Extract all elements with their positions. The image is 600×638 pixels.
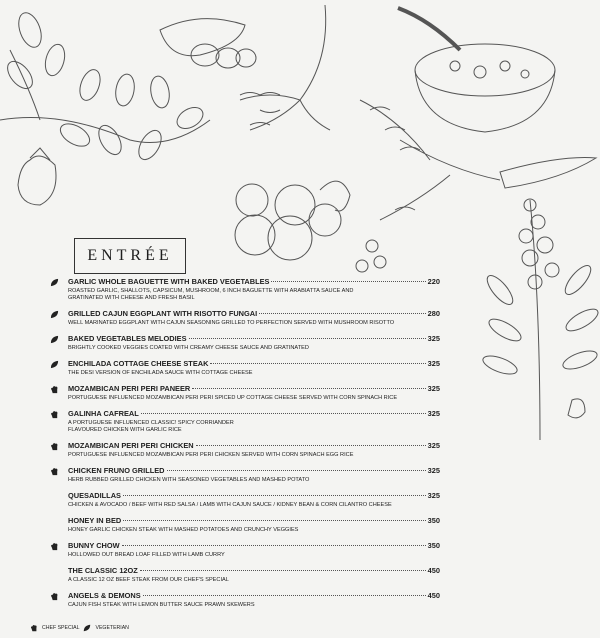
menu-item [44, 334, 440, 352]
item-description: THE DESI VERSION OF ENCHILADA SAUCE WITH COTTAGE CHEESE [68, 370, 253, 377]
vegetables-illustration [235, 181, 350, 260]
chef-hat-icon [50, 410, 59, 419]
legend-veg-label: VEGETERIAN [95, 625, 129, 631]
dot-leader [140, 570, 426, 571]
chef-hat-icon [30, 624, 38, 632]
item-name: THE CLASSIC 12OZ [68, 565, 138, 575]
chef-hat-icon [50, 385, 59, 394]
item-name: GALINHA CAFREAL [68, 408, 139, 418]
item-price: 325 [427, 359, 440, 369]
item-description: GRATINATED WITH CHEESE AND FRESH BASIL [68, 295, 195, 302]
menu-item [44, 359, 440, 377]
menu-item [44, 466, 440, 484]
legend-chef-label: CHEF SPECIAL [42, 625, 80, 631]
leaf-icon [50, 278, 59, 287]
menu-item [44, 516, 440, 534]
dot-leader [192, 388, 425, 389]
herb-illustration [240, 5, 330, 130]
item-price: 325 [427, 466, 440, 476]
item-description: HONEY GARLIC CHICKEN STEAK WITH MASHED POTATOES AND CRUNCHY VEGGIES [68, 526, 299, 533]
item-name: GARLIC WHOLE BAGUETTE WITH BAKED VEGETABLES [68, 277, 270, 286]
item-name: MOZAMBICAN PERI PERI CHICKEN [68, 441, 194, 451]
chef-hat-icon [50, 467, 59, 476]
dot-leader [271, 281, 425, 282]
dot-leader [189, 338, 426, 339]
leaf-icon [83, 624, 91, 632]
sweet-potato-illustration [160, 19, 256, 68]
item-price: 325 [427, 441, 440, 451]
dot-leader [123, 495, 426, 496]
item-description: PORTUGUESE INFLUENCED MOZAMBICAN PERI PERI CHICKEN SERVED WITH CORN SPINACH EGG RICE [68, 452, 354, 459]
soup-bowl-illustration [398, 8, 555, 132]
menu-item [44, 566, 440, 584]
item-name: MOZAMBICAN PERI PERI PANEER [68, 384, 191, 394]
item-description: ROASTED GARLIC, SHALLOTS, CAPSICUM, MUSHROOM, 6 INCH BAGUETTE WITH ARABIATTA SAUCE AND [68, 288, 354, 294]
peas-illustration [356, 240, 386, 272]
menu-list [44, 277, 440, 616]
flower-branch-illustration [481, 199, 600, 440]
item-description: HOLLOWED OUT BREAD LOAF FILLED WITH LAMB CURRY [68, 551, 225, 558]
item-description: BRIGHTLY COOKED VEGGIES COATED WITH CREAMY CHEESE SAUCE AND GRATINATED [68, 345, 309, 352]
dot-leader [141, 413, 426, 414]
leaf-icon [50, 310, 59, 319]
strawberry-illustration [18, 148, 56, 205]
item-name: BAKED VEGETABLES MELODIES [68, 334, 187, 344]
item-price: 450 [427, 565, 440, 575]
item-price: 450 [427, 590, 440, 600]
item-name: QUESADILLAS [68, 491, 121, 501]
item-description: A CLASSIC 12 OZ BEEF STEAK FROM OUR CHEF'S SPECIAL [68, 576, 229, 583]
dot-leader [196, 445, 426, 446]
item-name: GRILLED CAJUN EGGPLANT WITH RISOTTO FUNGAI [68, 309, 258, 319]
item-name: ENCHILADA COTTAGE CHEESE STEAK [68, 359, 209, 369]
menu-item [44, 541, 440, 559]
legend [30, 624, 129, 632]
dot-leader [143, 595, 426, 596]
menu-item [44, 309, 440, 327]
item-description: A PORTUGUESE INFLUENCED CLASSIC! SPICY CORRIANDER [68, 419, 234, 426]
item-name: CHICKEN FRUNO GRILLED [68, 466, 165, 476]
chef-hat-icon [50, 592, 59, 601]
item-description: CAJUN FISH STEAK WITH LEMON BUTTER SAUCE PRAWN SKEWERS [68, 601, 255, 608]
item-price: 220 [427, 277, 440, 286]
chef-hat-icon [50, 542, 59, 551]
item-price: 280 [427, 309, 440, 319]
dot-leader [259, 313, 426, 314]
menu-item [44, 384, 440, 402]
item-name: ANGELS & DEMONS [68, 590, 141, 600]
item-price: 325 [427, 384, 440, 394]
leaf-branch-illustration [0, 10, 210, 164]
leaf-icon [50, 335, 59, 344]
carrot-illustration [360, 100, 596, 220]
item-price: 350 [427, 540, 440, 550]
dot-leader [210, 363, 425, 364]
dot-leader [123, 520, 425, 521]
menu-item [44, 441, 440, 459]
item-description: PORTUGUESE INFLUENCED MOZAMBICAN PERI PERI SPICED UP COTTAGE CHEESE SERVED WITH CORN SPINACH RICE [68, 395, 398, 402]
section-title: ENTRÉE [74, 238, 186, 274]
item-price: 325 [427, 408, 440, 418]
menu-item [44, 277, 440, 303]
item-name: HONEY IN BED [68, 515, 122, 525]
item-name: BUNNY CHOW [68, 540, 120, 550]
menu-item [44, 409, 440, 435]
menu-item [44, 491, 440, 509]
dot-leader [167, 470, 426, 471]
item-price: 325 [427, 491, 440, 501]
item-price: 350 [427, 515, 440, 525]
item-description: HERB RUBBED GRILLED CHICKEN WITH SEASONED VEGETABLES AND MASHED POTATO [68, 477, 310, 484]
item-description: WELL MARINATED EGGPLANT WITH CAJUN SEASONING GRILLED TO PERFECTION SERVED WITH MUSHROOM RISOTTO [68, 320, 395, 327]
item-description: CHICKEN & AVOCADO / BEEF WITH RED SALSA / LAMB WITH CAJUN SAUCE / KIDNEY BEAN & CORN CILANTRO CHEESE [68, 502, 392, 509]
item-price: 325 [427, 334, 440, 344]
menu-item [44, 591, 440, 609]
dot-leader [122, 545, 426, 546]
chef-hat-icon [50, 442, 59, 451]
item-description: FLAVOURED CHICKEN WITH GARLIC RICE [68, 427, 182, 434]
leaf-icon [50, 360, 59, 369]
